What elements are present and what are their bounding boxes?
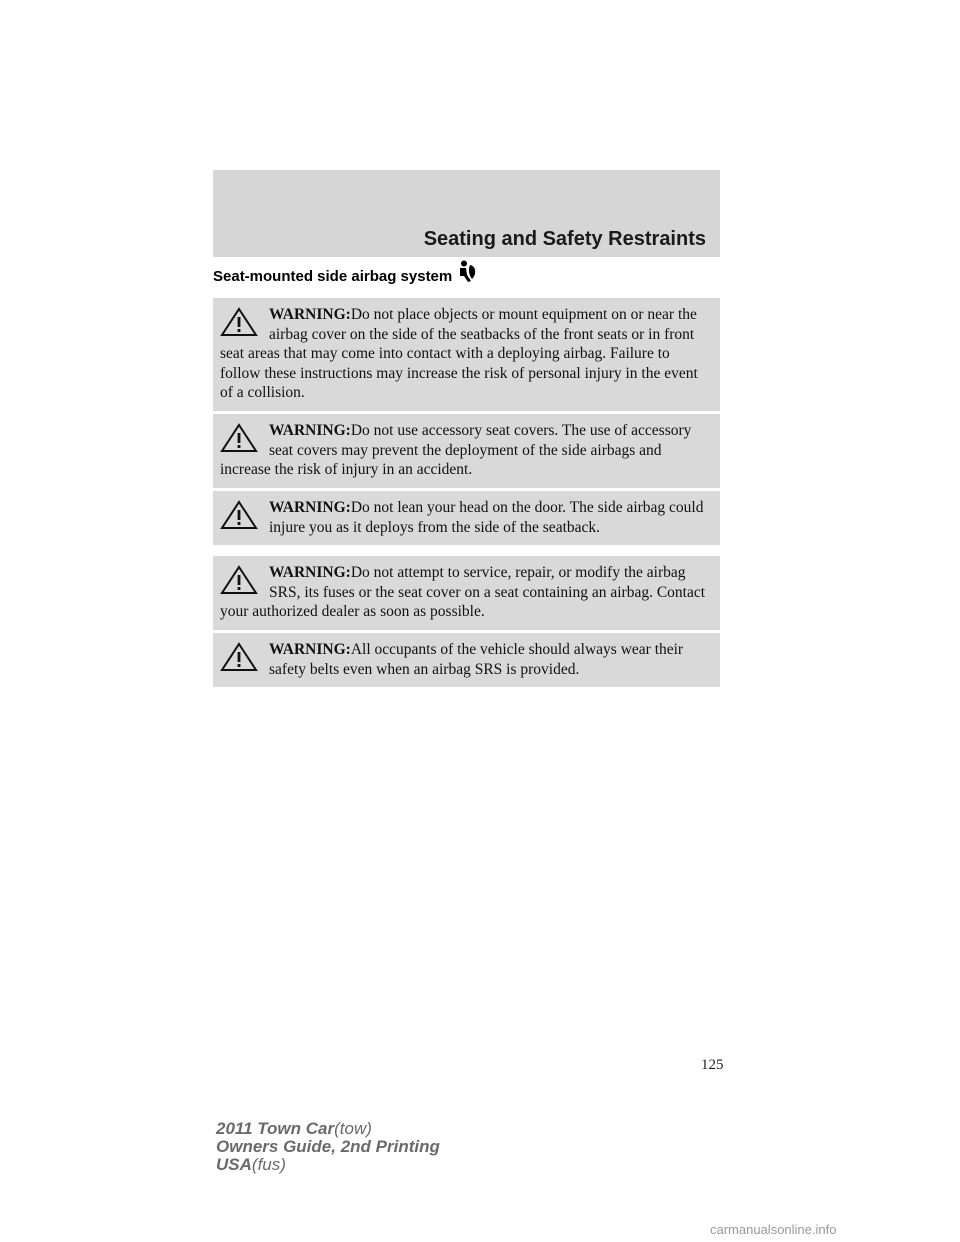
footer-model-code: (tow) bbox=[334, 1119, 372, 1138]
section-header-title: Seating and Safety Restraints bbox=[423, 228, 706, 250]
warning-text: Do not use accessory seat covers. The use of accessory seat covers may prevent the deployment of the side airbags and increase the risk of injury in an accident. bbox=[220, 422, 692, 478]
page-number: 125 bbox=[701, 1057, 724, 1073]
warning-box-1 bbox=[213, 298, 720, 411]
warning-triangle-icon bbox=[220, 565, 258, 595]
warning-text: Do not place objects or mount equipment on or near the airbag cover on the side of the seatbacks of the front seats or in front seat areas that may come into contact with a deploying airbag. Failure to follow these instructions may increase the risk of personal injury in the event of a collision. bbox=[220, 306, 698, 401]
side-airbag-icon bbox=[454, 260, 478, 284]
warning-triangle-icon bbox=[220, 307, 258, 337]
warning-box-5 bbox=[213, 633, 720, 687]
warning-box-3 bbox=[213, 491, 720, 545]
watermark: carmanualsonline.info bbox=[710, 1222, 837, 1237]
warning-triangle-icon bbox=[220, 642, 258, 672]
warning-label: WARNING: bbox=[269, 641, 351, 658]
section-heading: Seat-mounted side airbag system bbox=[213, 268, 453, 285]
warning-label: WARNING: bbox=[269, 306, 351, 323]
warning-label: WARNING: bbox=[269, 499, 351, 516]
warning-label: WARNING: bbox=[269, 564, 351, 581]
footer-market-code: (fus) bbox=[251, 1155, 286, 1174]
warning-box-4 bbox=[213, 556, 720, 630]
warning-box-2 bbox=[213, 414, 720, 488]
warning-text: All occupants of the vehicle should always wear their safety belts even when an airbag SRS is provided. bbox=[269, 641, 684, 678]
footer-line-1 bbox=[216, 1120, 440, 1138]
footer-line-3 bbox=[216, 1156, 440, 1174]
footer-line-2 bbox=[216, 1138, 440, 1156]
document-footer bbox=[216, 1120, 440, 1174]
footer-guide-edition: Owners Guide, 2nd Printing bbox=[216, 1137, 440, 1156]
section-header-band bbox=[213, 170, 720, 257]
section-heading-row bbox=[213, 268, 478, 285]
warning-triangle-icon bbox=[220, 500, 258, 530]
warning-label: WARNING: bbox=[269, 422, 351, 439]
warning-text: Do not lean your head on the door. The side airbag could injure you as it deploys from the side of the seatback. bbox=[269, 499, 704, 536]
footer-model: 2011 Town Car bbox=[216, 1119, 335, 1138]
warning-triangle-icon bbox=[220, 423, 258, 453]
footer-market: USA bbox=[216, 1155, 252, 1174]
warning-text: Do not attempt to service, repair, or modify the airbag SRS, its fuses or the seat cover on a seat containing an airbag. Contact your authorized dealer as soon as possible. bbox=[220, 564, 706, 620]
